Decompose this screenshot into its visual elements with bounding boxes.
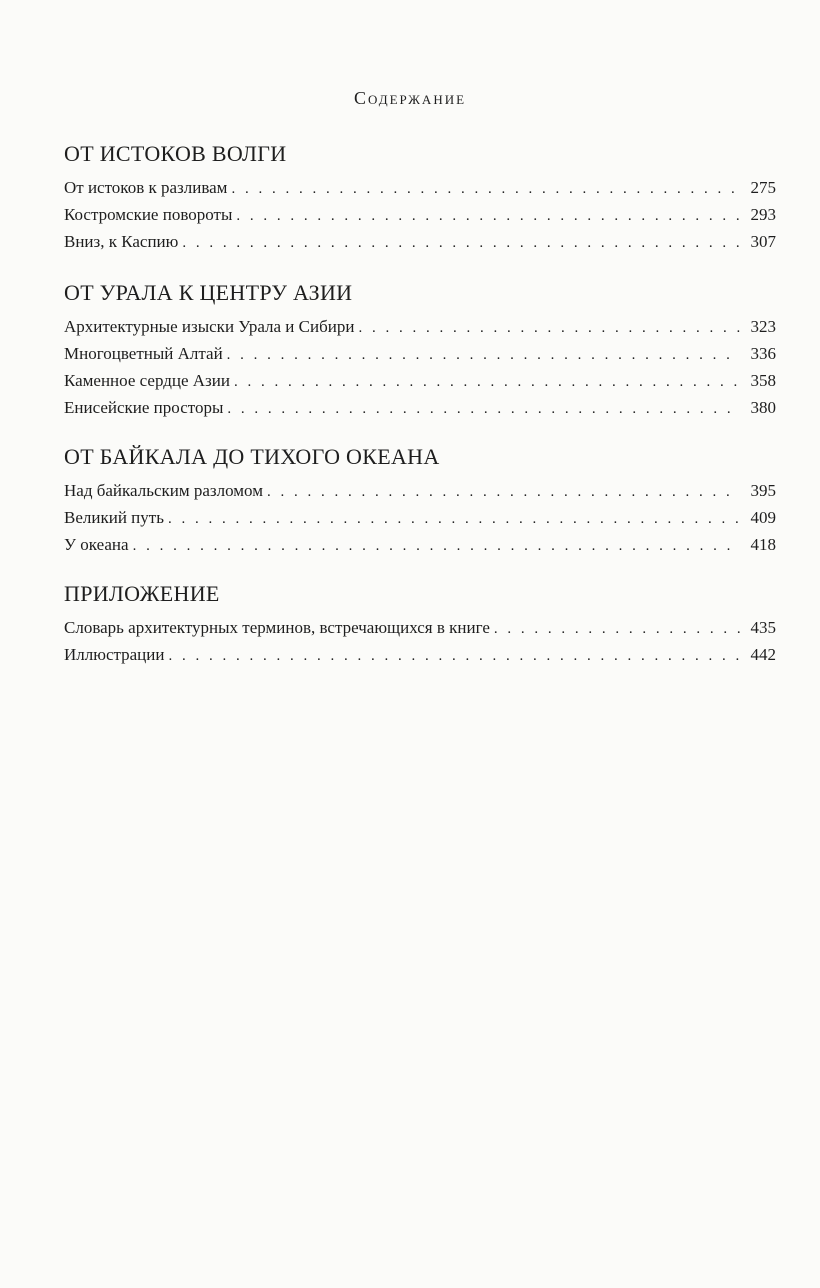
dot-leader [182,230,740,257]
dot-leader [168,643,740,670]
page-heading: Содержание [353,88,467,108]
entry-page-number: 435 [750,618,776,637]
entry-page-number: 442 [750,645,776,664]
toc-entry [64,614,776,641]
entry-page-number: 293 [750,205,776,224]
toc-entry [64,641,776,668]
toc-entry [64,201,776,228]
section-title: ОТ ИСТОКОВ ВОЛГИ [64,141,287,166]
table-of-contents [64,140,776,668]
entry-page-number: 275 [750,178,776,197]
entry-page-number: 395 [750,481,776,500]
dot-leader [267,479,740,506]
entry-page-number: 358 [750,371,776,390]
section-title: ОТ БАЙКАЛА ДО ТИХОГО ОКЕАНА [64,444,440,469]
entry-title: Енисейские просторы [64,398,224,417]
entry-title: Костромские повороты [64,205,233,224]
entry-page-number: 307 [750,232,776,251]
entry-page-number: 380 [750,398,776,417]
toc-entry [64,228,776,255]
dot-leader [236,203,740,230]
dot-leader [227,396,740,423]
dot-leader [231,176,740,203]
dot-leader [234,369,740,396]
toc-entry [64,340,776,367]
entry-title: Иллюстрации [64,645,165,664]
entry-title: Каменное сердце Азии [64,371,230,390]
toc-entry [64,504,776,531]
section-title: ОТ УРАЛА К ЦЕНТРУ АЗИИ [64,280,353,305]
section-title: ПРИЛОЖЕНИЕ [64,581,220,606]
entry-page-number: 409 [750,508,776,527]
toc-entry [64,367,776,394]
toc-entry [64,531,776,558]
dot-leader [168,506,740,533]
dot-leader [133,533,740,560]
entry-title: Словарь архитектурных терминов, встречающихся в книге [64,618,490,637]
toc-section [64,279,776,421]
toc-entry [64,174,776,201]
entry-title: Многоцветный Алтай [64,344,223,363]
entry-title: От истоков к разливам [64,178,228,197]
toc-section [64,140,776,255]
entry-page-number: 323 [750,317,776,336]
toc-section [64,580,776,668]
dot-leader [494,616,740,643]
toc-entry [64,477,776,504]
entry-title: Вниз, к Каспию [64,232,179,251]
entry-title: У океана [64,535,129,554]
entry-title: Архитектурные изыски Урала и Сибири [64,317,355,336]
dot-leader [358,315,740,342]
dot-leader [227,342,740,369]
toc-entry [64,394,776,421]
entry-title: Над байкальским разломом [64,481,263,500]
entry-page-number: 336 [750,344,776,363]
toc-section [64,443,776,558]
entry-title: Великий путь [64,508,164,527]
toc-entry [64,313,776,340]
entry-page-number: 418 [750,535,776,554]
